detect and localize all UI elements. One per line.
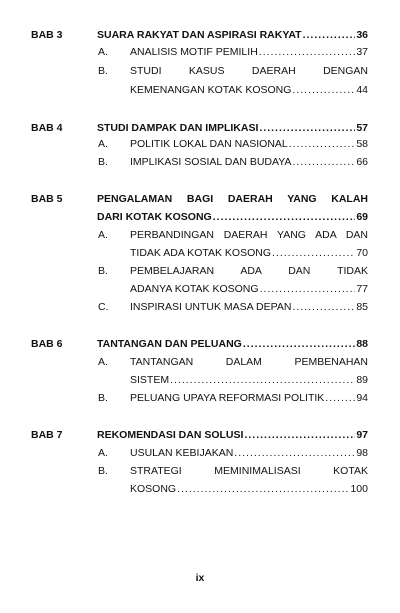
- chapter-title: SUARA RAKYAT DAN ASPIRASI RAKYAT: [97, 29, 302, 41]
- toc-chapter-entry[interactable]: [97, 428, 368, 442]
- toc-item-entry[interactable]: [130, 137, 368, 151]
- item-title-line2: ADANYA KOTAK KOSONG: [130, 283, 259, 295]
- item-title-line1: STRATEGI MEMINIMALISASI KOTAK: [130, 465, 368, 477]
- toc-item-entry[interactable]: [130, 64, 368, 78]
- toc-item-entry-continued[interactable]: [130, 282, 368, 296]
- leader-dots: [177, 482, 349, 496]
- toc-item-entry[interactable]: [130, 264, 368, 278]
- leader-dots: [244, 428, 355, 442]
- item-title: INSPIRASI UNTUK MASA DEPAN: [130, 301, 292, 313]
- item-title: IMPLIKASI SOSIAL DAN BUDAYA: [130, 156, 292, 168]
- item-letter: B.: [98, 392, 108, 404]
- page-number: 77: [356, 283, 368, 295]
- item-letter: B.: [98, 65, 108, 77]
- toc-item-entry-continued[interactable]: [130, 373, 368, 387]
- chapter-label: BAB 3: [31, 29, 63, 41]
- toc-item-entry[interactable]: [130, 391, 368, 405]
- chapter-title: STUDI DAMPAK DAN IMPLIKASI: [97, 122, 259, 134]
- page-number: 94: [356, 392, 368, 404]
- item-title: POLITIK LOKAL DAN NASIONAL: [130, 138, 288, 150]
- leader-dots: [292, 155, 355, 169]
- toc-chapter-entry[interactable]: [97, 28, 368, 42]
- toc-item-entry[interactable]: [130, 355, 368, 369]
- toc-item-entry[interactable]: [130, 446, 368, 460]
- toc-chapter-entry[interactable]: [97, 192, 368, 206]
- item-title: USULAN KEBIJAKAN: [130, 447, 234, 459]
- page-number: 85: [356, 301, 368, 313]
- toc-chapter-entry[interactable]: [97, 337, 368, 351]
- page-footer-number: ix: [195, 572, 205, 584]
- page-number: 66: [356, 156, 368, 168]
- item-title-line2: TIDAK ADA KOTAK KOSONG: [130, 247, 272, 259]
- toc-item-entry-continued[interactable]: [130, 246, 368, 260]
- leader-dots: [213, 210, 356, 224]
- page-number: 97: [356, 429, 368, 441]
- chapter-title-line2: DARI KOTAK KOSONG: [97, 211, 212, 223]
- item-letter: A.: [98, 229, 108, 241]
- item-title-line1: TANTANGAN DALAM PEMBENAHAN: [130, 356, 368, 368]
- toc-item-entry-continued[interactable]: [130, 83, 368, 97]
- leader-dots: [289, 137, 356, 151]
- page-number: 57: [356, 122, 368, 134]
- leader-dots: [260, 282, 356, 296]
- page-number: 88: [356, 338, 368, 350]
- item-letter: B.: [98, 265, 108, 277]
- item-title: ANALISIS MOTIF PEMILIH: [130, 46, 258, 58]
- page-number: 98: [356, 447, 368, 459]
- item-letter: A.: [98, 447, 108, 459]
- leader-dots: [234, 446, 355, 460]
- item-letter: A.: [98, 46, 108, 58]
- leader-dots: [292, 300, 355, 314]
- toc-item-entry-continued[interactable]: [130, 482, 368, 496]
- page-number: 100: [350, 483, 368, 495]
- item-letter: A.: [98, 138, 108, 150]
- chapter-title: TANTANGAN DAN PELUANG: [97, 338, 242, 350]
- toc-item-entry[interactable]: [130, 155, 368, 169]
- item-letter: C.: [98, 301, 109, 313]
- toc-item-entry[interactable]: [130, 300, 368, 314]
- item-letter: A.: [98, 356, 108, 368]
- page-number: 89: [356, 374, 368, 386]
- page-number: 58: [356, 138, 368, 150]
- item-title-line1: PEMBELAJARAN ADA DAN TIDAK: [130, 265, 368, 277]
- chapter-label: BAB 5: [31, 193, 63, 205]
- item-letter: B.: [98, 465, 108, 477]
- toc-item-entry[interactable]: [130, 464, 368, 478]
- item-title-line2: KOSONG: [130, 483, 177, 495]
- toc-chapter-entry-continued[interactable]: [97, 210, 368, 224]
- chapter-label: BAB 4: [31, 122, 63, 134]
- leader-dots: [243, 337, 355, 351]
- leader-dots: [272, 246, 355, 260]
- leader-dots: [325, 391, 355, 405]
- item-title-line2: SISTEM: [130, 374, 170, 386]
- page-number: 37: [356, 46, 368, 58]
- chapter-label: BAB 6: [31, 338, 63, 350]
- chapter-title-line1: PENGALAMAN BAGI DAERAH YANG KALAH: [97, 193, 368, 205]
- leader-dots: [170, 373, 355, 387]
- leader-dots: [259, 45, 356, 59]
- page-number: 69: [356, 211, 368, 223]
- item-title-line1: PERBANDINGAN DAERAH YANG ADA DAN: [130, 229, 368, 241]
- page-number: 70: [356, 247, 368, 259]
- chapter-title: REKOMENDASI DAN SOLUSI: [97, 429, 244, 441]
- item-title-line1: STUDI KASUS DAERAH DENGAN: [130, 65, 368, 77]
- item-title-line2: KEMENANGAN KOTAK KOSONG: [130, 84, 292, 96]
- toc-item-entry[interactable]: [130, 45, 368, 59]
- page-number: 36: [356, 29, 368, 41]
- item-title: PELUANG UPAYA REFORMASI POLITIK: [130, 392, 325, 404]
- leader-dots: [292, 83, 355, 97]
- toc-chapter-entry[interactable]: [97, 121, 368, 135]
- page-number: 44: [356, 84, 368, 96]
- item-letter: B.: [98, 156, 108, 168]
- toc-item-entry[interactable]: [130, 228, 368, 242]
- leader-dots: [259, 121, 355, 135]
- chapter-label: BAB 7: [31, 429, 63, 441]
- leader-dots: [303, 28, 356, 42]
